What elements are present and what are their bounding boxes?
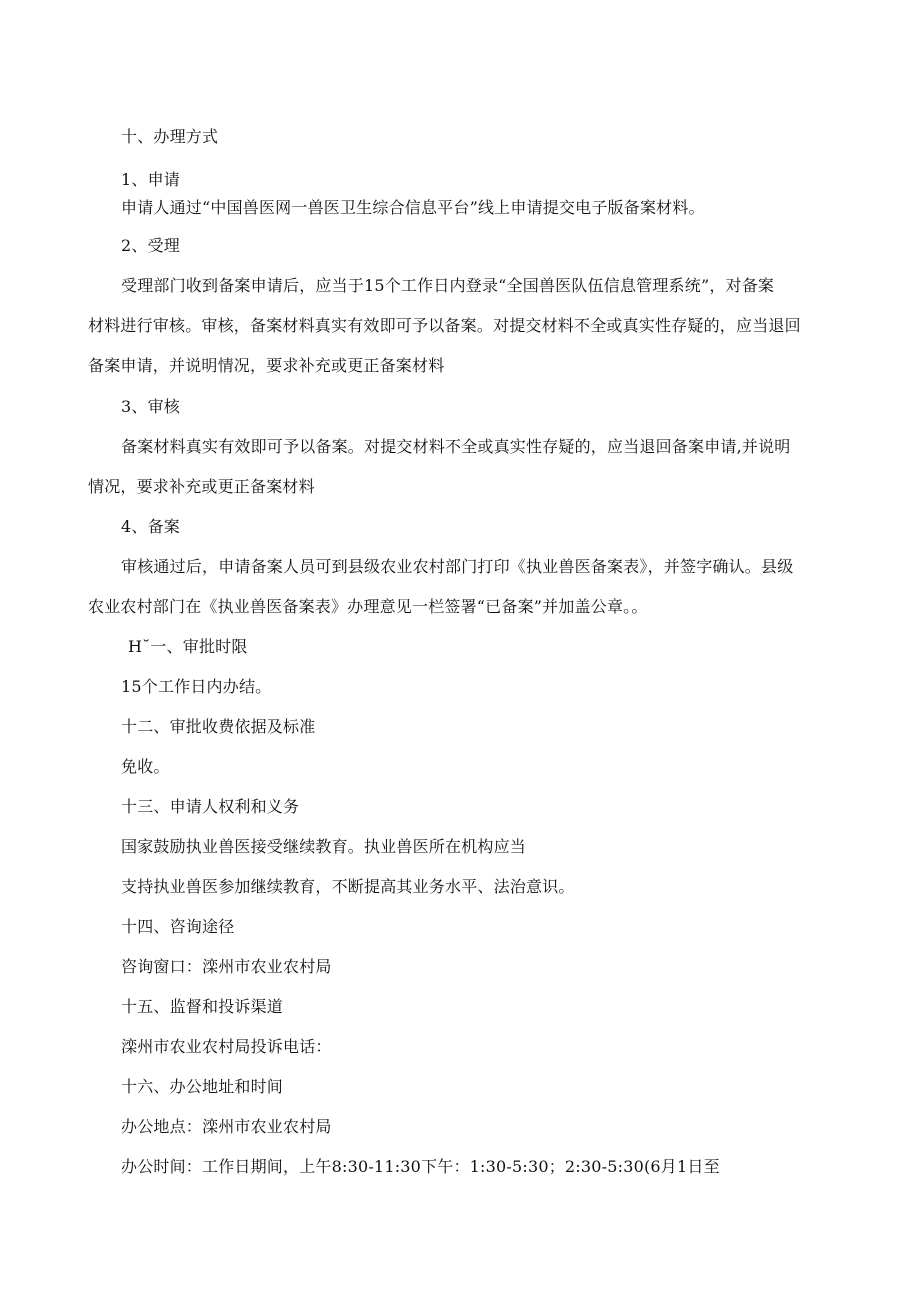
- paragraph-office-location: 办公地点：滦州市农业农村局: [121, 1117, 332, 1136]
- section-heading-consultation: 十四、咨询途径: [121, 917, 235, 936]
- section-heading-office: 十六、办公地址和时间: [121, 1077, 284, 1096]
- section-heading-complaints: 十五、监督和投诉渠道: [121, 997, 284, 1016]
- section-heading-handling-method: 十、办理方式: [121, 127, 219, 146]
- paragraph-accept-line-3: 备案申请，并说明情况，要求补充或更正备案材料: [88, 356, 445, 375]
- section-heading-time-limit: H˘一、审批时限: [128, 637, 248, 656]
- paragraph-complaints: 滦州市农业农村局投诉电话：: [121, 1037, 332, 1056]
- paragraph-review-line-2: 情况，要求补充或更正备案材料: [88, 477, 315, 496]
- paragraph-filing-line-2: 农业农村部门在《执业兽医备案表》办理意见一栏签署“已备案”并加盖公章。。: [88, 597, 648, 616]
- paragraph-fees: 免收。: [121, 757, 170, 776]
- subheading-review: 3、审核: [121, 397, 180, 416]
- paragraph-filing-line-1: 审核通过后，申请备案人员可到县级农业农村部门打印《执业兽医备案表》，并签字确认。县级: [121, 557, 794, 576]
- paragraph-accept-line-2: 材料进行审核。审核，备案材料真实有效即可予以备案。对提交材料不全或真实性存疑的，应当退回: [88, 316, 801, 335]
- paragraph-consultation: 咨询窗口：滦州市农业农村局: [121, 957, 332, 976]
- paragraph-review-line-1: 备案材料真实有效即可予以备案。对提交材料不全或真实性存疑的，应当退回备案申请,并说明: [121, 437, 791, 456]
- section-heading-rights: 十三、申请人权利和义务: [121, 797, 300, 816]
- paragraph-time-limit: 15个工作日内办结。: [121, 677, 272, 696]
- subheading-apply: 1、申请: [121, 170, 180, 189]
- paragraph-accept-line-1: 受理部门收到备案申请后，应当于15个工作日内登录“全国兽医队伍信息管理系统”，对备案: [121, 276, 775, 295]
- paragraph-rights-line-2: 支持执业兽医参加继续教育，不断提高其业务水平、法治意识。: [121, 877, 575, 896]
- paragraph-apply: 申请人通过“中国兽医网一兽医卫生综合信息平台”线上申请提交电子版备案材料。: [121, 198, 705, 217]
- paragraph-rights-line-1: 国家鼓励执业兽医接受继续教育。执业兽医所在机构应当: [121, 837, 527, 856]
- section-heading-fees: 十二、审批收费依据及标准: [121, 717, 316, 736]
- subheading-filing: 4、备案: [121, 517, 180, 536]
- paragraph-office-hours: 办公时间：工作日期间，上午8:30-11:30下午：1:30-5:30；2:30-5:30(6月1日至: [121, 1157, 720, 1176]
- subheading-accept: 2、受理: [121, 236, 180, 255]
